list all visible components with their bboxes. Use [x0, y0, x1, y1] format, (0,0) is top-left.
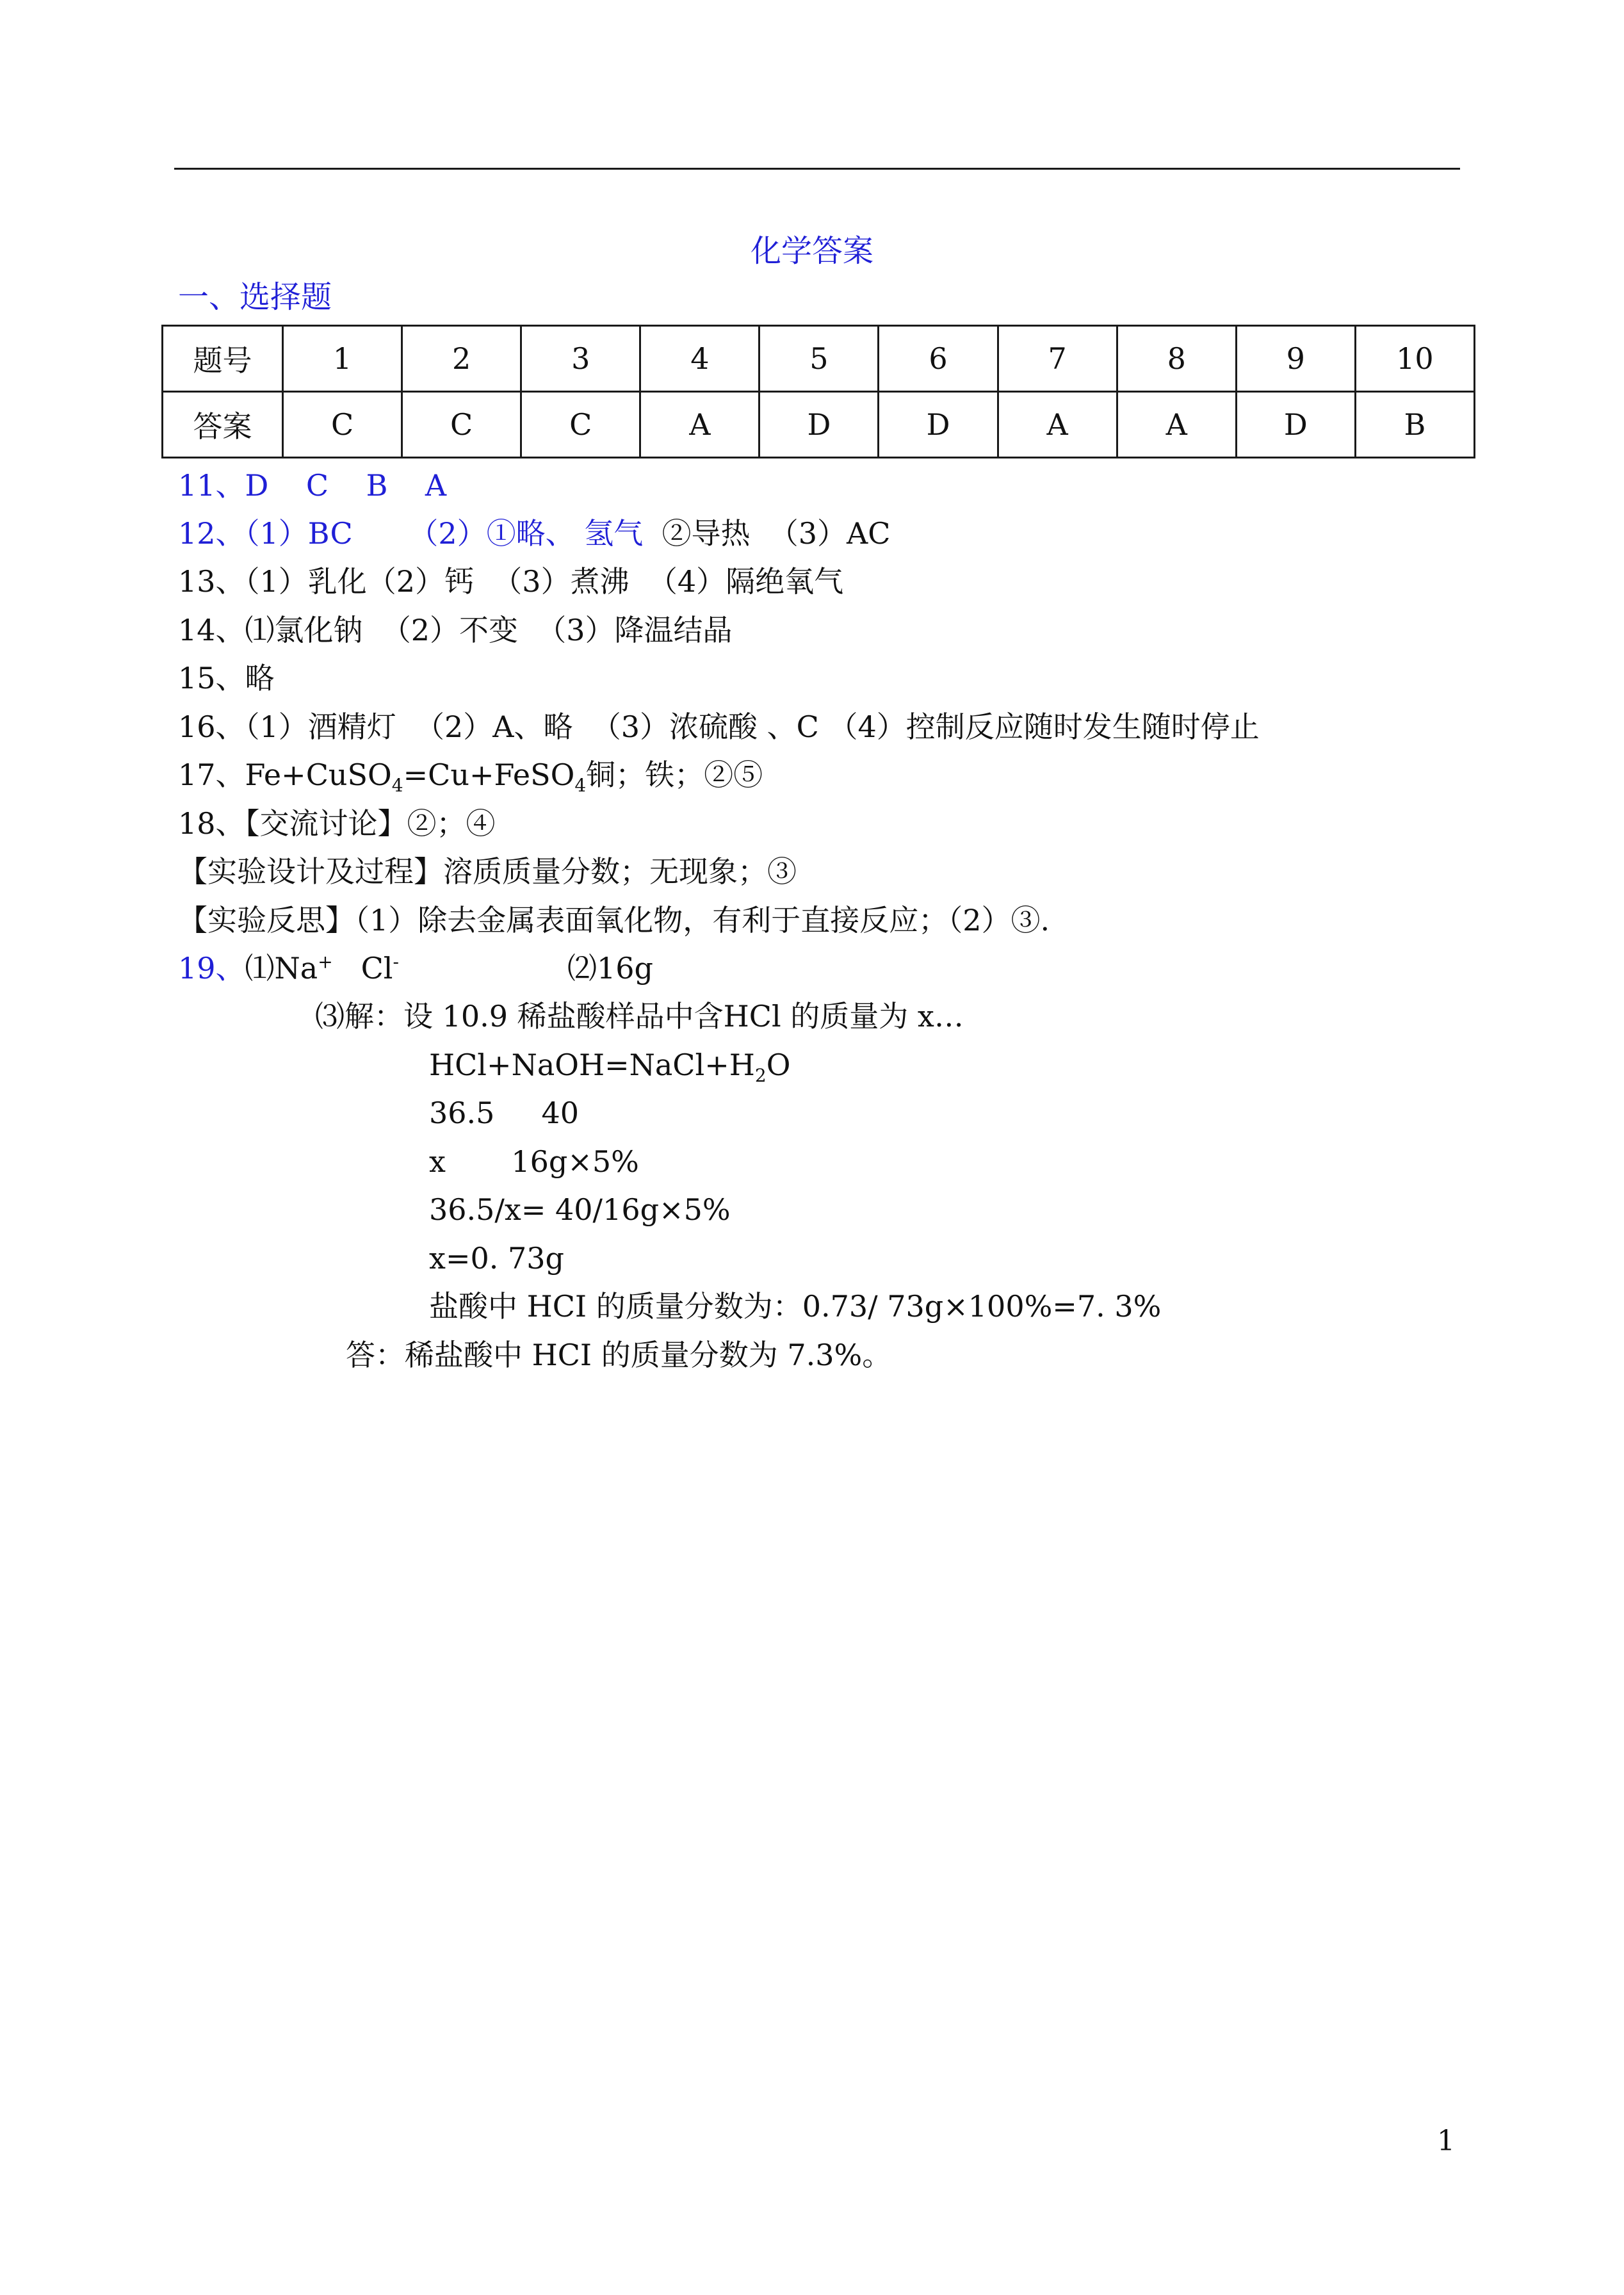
superscript: -: [393, 951, 399, 973]
chemical-equation: [429, 1046, 791, 1087]
answer-line-19: [178, 949, 399, 987]
answer-line-17: [178, 756, 763, 797]
equation-text: O: [766, 1048, 791, 1082]
answer-line-12: [178, 514, 890, 553]
table-cell: C: [283, 392, 402, 458]
calc-line-4: x=0. 73g: [429, 1241, 564, 1276]
table-cell: C: [521, 392, 640, 458]
equation-text: HCl+NaOH=NaCl+H: [429, 1048, 755, 1082]
page-title: 化学答案: [750, 233, 873, 269]
ion-text: Cl: [332, 951, 393, 985]
table-head-cell: 答案: [163, 392, 283, 458]
table-cell: 7: [998, 326, 1117, 392]
question-number: 19、: [178, 951, 245, 985]
table-cell: C: [402, 392, 521, 458]
final-answer: 答：稀盐酸中 HCI 的质量分数为 7.3%。: [346, 1338, 892, 1372]
answer-line-12-part1: 12、（1）BC （2）①略、 氢气: [178, 516, 644, 551]
header-rule: [174, 168, 1460, 170]
answer-line-18: 18、【交流讨论】②；④: [178, 806, 496, 841]
table-cell: 10: [1355, 326, 1474, 392]
table-cell: 6: [879, 326, 998, 392]
table-cell: B: [1355, 392, 1474, 458]
equation-text: 铜；铁；②⑤: [586, 758, 763, 792]
solution-intro: ⑶解：设 10.9 稀盐酸样品中含HCl 的质量为 x…: [315, 999, 964, 1034]
subscript: 4: [574, 775, 587, 797]
ion-text: ⑴Na: [245, 951, 318, 985]
table-cell: 4: [640, 326, 759, 392]
superscript: +: [318, 951, 333, 973]
table-head-cell: 题号: [163, 326, 283, 392]
answer-line-12-part2: ②导热 （3）AC: [643, 516, 891, 551]
subscript: 4: [391, 775, 403, 797]
table-cell: A: [640, 392, 759, 458]
equation-text: 17、Fe+CuSO: [178, 758, 392, 792]
calc-line-2: x 16g×5%: [429, 1144, 639, 1179]
answer-line-14: 14、⑴氯化钠 （2）不变 （3）降温结晶: [178, 613, 733, 647]
table-cell: 5: [759, 326, 879, 392]
table-cell: 1: [283, 326, 402, 392]
section-heading-choice: 一、选择题: [178, 279, 332, 315]
table-cell: D: [759, 392, 879, 458]
table-row-answers: [163, 392, 1475, 458]
table-cell: A: [998, 392, 1117, 458]
answer-line-16: 16、（1）酒精灯 （2）A、略 （3）浓硫酸 、C （4）控制反应随时发生随时停止: [178, 710, 1260, 744]
table-row-numbers: [163, 326, 1475, 392]
calc-line-5: 盐酸中 HCI 的质量分数为：0.73/ 73g×100%=7. 3%: [429, 1289, 1162, 1324]
table-cell: A: [1117, 392, 1236, 458]
equation-text: =Cu+FeSO: [403, 758, 575, 792]
table-cell: 8: [1117, 326, 1236, 392]
answer-line-19-part2: ⑵16g: [567, 951, 653, 985]
answer-table: [161, 325, 1475, 458]
table-cell: 3: [521, 326, 640, 392]
calc-line-1: 36.5 40: [429, 1096, 580, 1130]
calc-line-3: 36.5/x= 40/16g×5%: [429, 1192, 731, 1227]
table-cell: 9: [1236, 326, 1355, 392]
page-number: 1: [1437, 2125, 1455, 2157]
table-cell: 2: [402, 326, 521, 392]
answer-line-15: 15、略: [178, 661, 275, 695]
table-cell: D: [879, 392, 998, 458]
answer-line-11: 11、D C B A: [178, 468, 447, 503]
subscript: 2: [754, 1065, 767, 1087]
answer-line-13: 13、（1）乳化（2）钙 （3）煮沸 （4）隔绝氧气: [178, 564, 844, 599]
answer-line-18-reflection: 【实验反思】（1）除去金属表面氧化物，有利于直接反应；（2）③.: [178, 903, 1050, 937]
table-cell: D: [1236, 392, 1355, 458]
answer-line-18-design: 【实验设计及过程】溶质质量分数；无现象；③: [178, 854, 797, 889]
